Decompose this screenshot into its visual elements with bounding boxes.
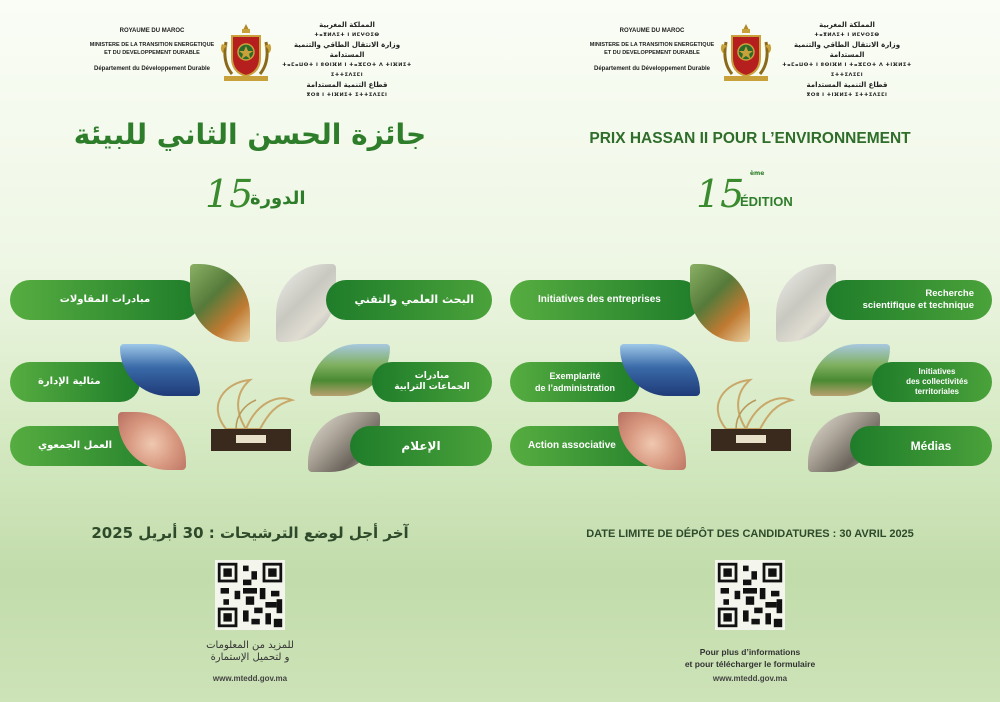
ministry-french-block	[572, 28, 732, 72]
kingdom-tifinagh: ⵜⴰⴳⵍⴷⵉⵜ ⵏ ⵍⵎⵖⵔⵉⴱ	[814, 32, 880, 38]
qr-caption-line-2: و لتحميل الإستمارة	[210, 652, 290, 663]
ministry-arabic-block	[282, 20, 412, 100]
category-label-line-1: مبادرات	[414, 371, 450, 381]
ministry-arabic: وزارة الانتقال الطاقي والتنمية المستدامة	[293, 41, 401, 59]
kingdom-tifinagh: ⵜⴰⴳⵍⴷⵉⵜ ⵏ ⵍⵎⵖⵔⵉⴱ	[314, 32, 380, 38]
category-label: مبادرات المقاولات	[59, 294, 151, 305]
royal-crest-icon	[718, 22, 774, 84]
sector-tifinagh: ⴳⵔⵓ ⵏ ⵜⵏⴼⵍⵉⵜ ⵉⵜⵜⵉⴷⵉⵎⵏ	[306, 92, 388, 98]
french-deadline: DATE LIMITE DE DÉPÔT DES CANDIDATURES : 30 AVRIL 2025	[586, 528, 914, 540]
sector-tifinagh: ⴳⵔⵓ ⵏ ⵜⵏⴼⵍⵉⵜ ⵉⵜⵜⵉⴷⵉⵎⵏ	[806, 92, 888, 98]
kingdom-label: ROYAUME DU MAROC	[119, 28, 185, 34]
kingdom-arabic: المملكة المغربية	[819, 21, 875, 29]
ministry-line-1: MINISTERE DE LA TRANSITION ENERGETIQUE	[589, 42, 715, 48]
kingdom-arabic: المملكة المغربية	[319, 21, 375, 29]
category-research	[326, 280, 492, 320]
category-label: الإعلام	[401, 439, 441, 453]
category-label-line-1: Exemplarité	[549, 371, 601, 381]
edition-number: 15	[205, 172, 254, 216]
category-research	[826, 280, 992, 320]
category-enterprises	[10, 280, 200, 320]
qr-caption-line-1: Pour plus d’informations	[699, 647, 801, 657]
category-label: Initiatives des entreprises	[538, 294, 661, 305]
arabic-qr-caption	[150, 640, 350, 664]
category-label: العمل الجمعوي	[38, 440, 113, 451]
qr-caption-line-1: للمزيد من المعلومات	[206, 640, 294, 651]
ministry-line-2: ET DU DEVELOPPEMENT DURABLE	[104, 50, 200, 56]
ministry-line-2: ET DU DEVELOPPEMENT DURABLE	[604, 50, 700, 56]
french-panel	[500, 0, 1000, 702]
department-label: Département du Développement Durable	[593, 66, 711, 72]
enterprises-photo	[190, 264, 250, 342]
category-communes	[872, 362, 992, 402]
category-label: البحث العلمي والتقني	[354, 293, 474, 306]
french-qr-caption	[630, 646, 870, 670]
category-label-line-2: الجماعات الترابية	[394, 382, 470, 392]
royal-crest-icon	[218, 22, 274, 84]
category-enterprises	[510, 280, 700, 320]
ministry-french-block	[72, 28, 232, 72]
category-label: Action associative	[528, 440, 616, 451]
trophy-icon	[206, 374, 296, 454]
kingdom-label: ROYAUME DU MAROC	[619, 28, 685, 34]
department-label: Département du Développement Durable	[93, 66, 211, 72]
category-communes	[372, 362, 492, 402]
category-label	[528, 370, 622, 394]
arabic-edition	[205, 172, 253, 216]
category-media	[350, 426, 492, 466]
qr-code-icon[interactable]	[715, 560, 785, 630]
website-link[interactable]: www.mtedd.gov.ma	[712, 674, 788, 683]
ministry-header	[500, 16, 1000, 96]
website-link[interactable]: www.mtedd.gov.ma	[212, 674, 288, 683]
category-label-line-1: Initiatives	[918, 367, 956, 376]
ministry-header	[0, 16, 500, 96]
trophy-icon	[706, 374, 796, 454]
enterprises-photo	[690, 264, 750, 342]
ministry-tifinagh: ⵜⴰⵎⴰⵡⵙⵜ ⵏ ⵓⵙⵏⴼⵍ ⵏ ⵜⴰⵣⵎⵔⵜ ⴷ ⵜⵏⴼⵍⵉⵜ ⵉⵜⵜⵉⴷⵉⵎⵏ	[282, 62, 412, 78]
ministry-arabic: وزارة الانتقال الطاقي والتنمية المستدامة	[793, 41, 901, 59]
category-administration	[510, 362, 640, 402]
arabic-deadline: آخر أجل لوضع الترشيحات : 30 أبريل 2025	[91, 524, 409, 542]
ministry-tifinagh: ⵜⴰⵎⴰⵡⵙⵜ ⵏ ⵓⵙⵏⴼⵍ ⵏ ⵜⴰⵣⵎⵔⵜ ⴷ ⵜⵏⴼⵍⵉⵜ ⵉⵜⵜⵉⴷⵉⵎⵏ	[782, 62, 912, 78]
category-media	[850, 426, 992, 466]
qr-caption-line-2: et pour télécharger le formulaire	[684, 659, 816, 669]
category-administration	[10, 362, 140, 402]
edition-number: 15	[696, 172, 745, 216]
category-label	[390, 371, 474, 393]
french-edition-label: ÉDITION	[740, 194, 793, 209]
sector-arabic: قطاع التنمية المستدامة	[306, 81, 388, 89]
qr-code-icon[interactable]	[215, 560, 285, 630]
ministry-line-1: MINISTERE DE LA TRANSITION ENERGETIQUE	[89, 42, 215, 48]
category-label	[890, 367, 984, 397]
edition-superscript: ème	[749, 169, 765, 177]
category-label: مثالية الإدارة	[38, 376, 101, 387]
category-label: Médias	[910, 439, 952, 453]
arabic-prize-title: جائزة الحسن الثاني للبيئة	[73, 118, 427, 151]
category-label-line-2: scientifique et technique	[862, 300, 974, 311]
category-label	[844, 288, 974, 312]
arabic-edition-label: الدورة	[250, 188, 306, 209]
sector-arabic: قطاع التنمية المستدامة	[806, 81, 888, 89]
category-label-line-2: de l’administration	[534, 383, 615, 393]
ministry-arabic-block	[782, 20, 912, 100]
french-prize-title: PRIX HASSAN II POUR L’ENVIRONNEMENT	[589, 130, 911, 147]
category-label-line-2: des collectivités territoriales	[906, 377, 968, 396]
category-label-line-1: Recherche	[925, 288, 974, 299]
